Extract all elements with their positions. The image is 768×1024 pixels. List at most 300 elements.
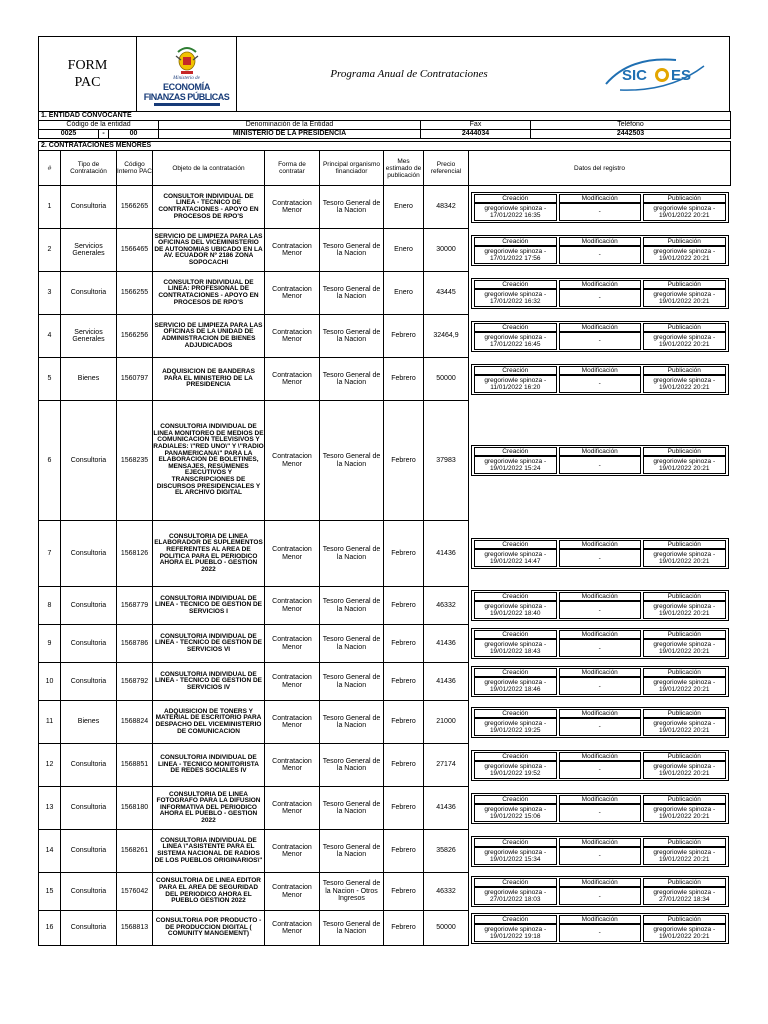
modificacion-value: - — [559, 677, 642, 695]
publicacion-value: gregoriowle spinoza - 19/01/2022 20:21 — [643, 456, 726, 474]
publicacion-value: gregoriowle spinoza - 19/01/2022 20:21 — [643, 761, 726, 779]
row-organismo: Tesoro General de la Nacion — [320, 625, 384, 663]
row-forma: Contratacion Menor — [265, 787, 320, 830]
creacion-label: Creación — [474, 709, 557, 718]
registro-box — [471, 538, 729, 569]
creacion-label: Creación — [474, 540, 557, 549]
row-precio: 46332 — [424, 587, 469, 625]
col-precio: Precio referencial — [424, 151, 469, 186]
row-registro — [469, 587, 731, 625]
publicacion-label: Publicación — [643, 592, 726, 601]
row-tipo: Consultoria — [61, 911, 117, 946]
row-objeto: SERVICIO DE LIMPIEZA PARA LAS OFICINAS DE LA UNIDAD DE ADMINISTRACION DE BIENES ADJUDICADOS — [153, 315, 265, 358]
row-forma: Contratacion Menor — [265, 358, 320, 401]
row-mes: Enero — [384, 229, 424, 272]
row-mes: Febrero — [384, 587, 424, 625]
creacion-value: gregoriowle spinoza - 19/01/2022 15:34 — [474, 847, 557, 865]
row-objeto: CONSULTORIA DE LINEA EDITOR PARA EL AREA DE SEGURIDAD DEL PERIODICO AHORA EL PUEBLO GESTION 2022 — [153, 873, 265, 911]
table-row — [39, 587, 731, 625]
entidad-table — [38, 111, 731, 139]
row-tipo: Servicios Generales — [61, 315, 117, 358]
row-organismo: Tesoro General de la Nacion — [320, 401, 384, 521]
row-num: 13 — [39, 787, 61, 830]
row-num: 7 — [39, 521, 61, 587]
row-precio: 41436 — [424, 625, 469, 663]
registro-box — [471, 793, 729, 824]
row-forma: Contratacion Menor — [265, 911, 320, 946]
modificacion-label: Modificación — [559, 838, 642, 847]
publicacion-value: gregoriowle spinoza - 19/01/2022 20:21 — [643, 639, 726, 657]
row-mes: Febrero — [384, 873, 424, 911]
creacion-label: Creación — [474, 237, 557, 246]
col-mes: Mes estimado de publicación — [384, 151, 424, 186]
row-forma: Contratacion Menor — [265, 744, 320, 787]
row-organismo: Tesoro General de la Nacion — [320, 787, 384, 830]
registro-table — [472, 838, 728, 865]
row-tipo: Servicios Generales — [61, 229, 117, 272]
row-codigo: 1568851 — [117, 744, 153, 787]
modificacion-value: - — [559, 847, 642, 865]
row-registro — [469, 272, 731, 315]
registro-box — [471, 876, 729, 907]
logo-bar — [154, 103, 220, 106]
row-codigo: 1568824 — [117, 701, 153, 744]
row-tipo: Consultoria — [61, 744, 117, 787]
row-tipo: Consultoria — [61, 272, 117, 315]
publicacion-label: Publicación — [643, 280, 726, 289]
creacion-label: Creación — [474, 447, 557, 456]
logo-ministry-caption: Ministerio de — [173, 76, 200, 81]
row-objeto: CONSULTORIA INDIVIDUAL DE LINEA \"ASISTENTE PARA EL SISTEMA NACIONAL DE RADIOS DE LOS PUEBLOS ORIGINARIOS\" — [153, 830, 265, 873]
row-mes: Febrero — [384, 315, 424, 358]
modificacion-label: Modificación — [559, 366, 642, 375]
row-forma: Contratacion Menor — [265, 272, 320, 315]
publicacion-label: Publicación — [643, 878, 726, 887]
row-organismo: Tesoro General de la Nacion — [320, 744, 384, 787]
entidad-sep: - — [99, 130, 109, 139]
row-codigo: 1560797 — [117, 358, 153, 401]
publicacion-value: gregoriowle spinoza - 19/01/2022 20:21 — [643, 203, 726, 221]
ministry-logo — [137, 37, 237, 111]
creacion-value: gregoriowle spinoza - 19/01/2022 14:47 — [474, 549, 557, 567]
sicoes-logo-graphic — [600, 54, 710, 94]
registro-table — [472, 366, 728, 393]
row-codigo: 1576042 — [117, 873, 153, 911]
table-row — [39, 358, 731, 401]
row-organismo: Tesoro General de la Nacion — [320, 663, 384, 701]
modificacion-label: Modificación — [559, 280, 642, 289]
row-codigo: 1566465 — [117, 229, 153, 272]
col-objeto: Objeto de la contratación — [153, 151, 265, 186]
registro-box — [471, 364, 729, 395]
row-registro — [469, 186, 731, 229]
row-num: 10 — [39, 663, 61, 701]
contrataciones-rows — [39, 186, 731, 946]
publicacion-label: Publicación — [643, 194, 726, 203]
col-organismo: Principal organismo financiador — [320, 151, 384, 186]
registro-box — [471, 321, 729, 352]
row-precio: 41436 — [424, 787, 469, 830]
row-precio: 21000 — [424, 701, 469, 744]
row-num: 2 — [39, 229, 61, 272]
table-row — [39, 229, 731, 272]
publicacion-label: Publicación — [643, 795, 726, 804]
col-datos: Datos del registro — [469, 151, 731, 186]
contrataciones-section-title: 2. CONTRATACIONES MENORES — [39, 142, 731, 151]
row-precio: 48342 — [424, 186, 469, 229]
creacion-label: Creación — [474, 630, 557, 639]
publicacion-value: gregoriowle spinoza - 19/01/2022 20:21 — [643, 246, 726, 264]
row-codigo: 1568786 — [117, 625, 153, 663]
modificacion-value: - — [559, 639, 642, 657]
entidad-sub: 00 — [109, 130, 159, 139]
row-codigo: 1568261 — [117, 830, 153, 873]
row-objeto: CONSULTORIA DE LINEA FOTOGRAFO PARA LA DIFUSION INFORMATIVA DEL PERIODICO AHORA EL PUEBLO - GESTION 2022 — [153, 787, 265, 830]
publicacion-value: gregoriowle spinoza - 19/01/2022 20:21 — [643, 601, 726, 619]
row-codigo: 1568792 — [117, 663, 153, 701]
row-num: 12 — [39, 744, 61, 787]
creacion-label: Creación — [474, 838, 557, 847]
publicacion-label: Publicación — [643, 668, 726, 677]
row-num: 4 — [39, 315, 61, 358]
row-mes: Febrero — [384, 521, 424, 587]
registro-table — [472, 280, 728, 307]
registro-table — [472, 630, 728, 657]
col-num: # — [39, 151, 61, 186]
registro-table — [472, 194, 728, 221]
modificacion-label: Modificación — [559, 878, 642, 887]
entidad-telefono: 2442503 — [531, 130, 731, 139]
row-mes: Febrero — [384, 401, 424, 521]
row-registro — [469, 744, 731, 787]
publicacion-value: gregoriowle spinoza - 19/01/2022 20:21 — [643, 924, 726, 942]
modificacion-value: - — [559, 887, 642, 905]
logo-finanzas: FINANZAS PÚBLICAS — [143, 92, 230, 102]
registro-box — [471, 628, 729, 659]
creacion-value: gregoriowle spinoza - 19/01/2022 18:46 — [474, 677, 557, 695]
modificacion-value: - — [559, 804, 642, 822]
col-tipo: Tipo de Contratación — [61, 151, 117, 186]
registro-box — [471, 836, 729, 867]
row-tipo: Consultoria — [61, 587, 117, 625]
table-row — [39, 911, 731, 946]
creacion-label: Creación — [474, 795, 557, 804]
modificacion-label: Modificación — [559, 194, 642, 203]
publicacion-label: Publicación — [643, 915, 726, 924]
table-row — [39, 521, 731, 587]
publicacion-label: Publicación — [643, 709, 726, 718]
row-mes: Febrero — [384, 701, 424, 744]
form-type-label: PAC — [74, 75, 101, 90]
creacion-value: gregoriowle spinoza - 19/01/2022 19:18 — [474, 924, 557, 942]
row-precio: 27174 — [424, 744, 469, 787]
modificacion-label: Modificación — [559, 323, 642, 332]
row-tipo: Consultoria — [61, 401, 117, 521]
publicacion-value: gregoriowle spinoza - 19/01/2022 20:21 — [643, 375, 726, 393]
row-forma: Contratacion Menor — [265, 701, 320, 744]
row-objeto: CONSULTOR INDIVIDUAL DE LINEA - TECNICO DE CONTRATACIONES - APOYO EN PROCESOS DE RPO'S — [153, 186, 265, 229]
row-forma: Contratacion Menor — [265, 587, 320, 625]
pac-form-page — [38, 36, 730, 946]
publicacion-label: Publicación — [643, 447, 726, 456]
codigo-header: Código de la entidad — [39, 121, 159, 130]
row-codigo: 1568779 — [117, 587, 153, 625]
table-row — [39, 186, 731, 229]
row-precio: 41436 — [424, 663, 469, 701]
row-codigo: 1568813 — [117, 911, 153, 946]
entidad-fax: 2444034 — [421, 130, 531, 139]
row-num: 6 — [39, 401, 61, 521]
row-organismo: Tesoro General de la Nacion - Otros Ingresos — [320, 873, 384, 911]
row-tipo: Consultoria — [61, 521, 117, 587]
row-objeto: CONSULTORIA INDIVIDUAL DE LINEA MONITOREO DE MEDIOS DE COMUNICACION TELEVISIVOS Y RADIALES: \"RED UNO\" Y \"RADIO PANAMERICANA\" PARA LA ELABORACION DE BOLETINES, MENSAJES, RESÚMENES EJECUTIVOS Y TRANSCRIPCIONES DE DISCURSOS PRESIDENCIALES Y EL ARCHIVO DIGITAL — [153, 401, 265, 521]
modificacion-label: Modificación — [559, 709, 642, 718]
row-precio: 37983 — [424, 401, 469, 521]
registro-table — [472, 323, 728, 350]
creacion-value: gregoriowle spinoza - 27/01/2022 18:03 — [474, 887, 557, 905]
row-tipo: Consultoria — [61, 186, 117, 229]
row-organismo: Tesoro General de la Nacion — [320, 229, 384, 272]
row-forma: Contratacion Menor — [265, 830, 320, 873]
creacion-value: gregoriowle spinoza - 11/01/2022 16:20 — [474, 375, 557, 393]
sicoes-logo — [581, 37, 729, 111]
registro-box — [471, 666, 729, 697]
modificacion-label: Modificación — [559, 447, 642, 456]
creacion-label: Creación — [474, 323, 557, 332]
row-registro — [469, 625, 731, 663]
row-precio: 46332 — [424, 873, 469, 911]
row-registro — [469, 229, 731, 272]
table-row — [39, 625, 731, 663]
row-organismo: Tesoro General de la Nacion — [320, 521, 384, 587]
row-forma: Contratacion Menor — [265, 229, 320, 272]
row-tipo: Consultoria — [61, 663, 117, 701]
row-organismo: Tesoro General de la Nacion — [320, 830, 384, 873]
modificacion-label: Modificación — [559, 592, 642, 601]
registro-table — [472, 795, 728, 822]
row-mes: Febrero — [384, 911, 424, 946]
modificacion-value: - — [559, 718, 642, 736]
row-objeto: ADQUISICION DE TONERS Y MATERIAL DE ESCRITORIO PARA DESPACHO DEL VICEMINISTERIO DE COMUNICACION — [153, 701, 265, 744]
registro-box — [471, 707, 729, 738]
modificacion-value: - — [559, 456, 642, 474]
registro-table — [472, 878, 728, 905]
row-mes: Febrero — [384, 358, 424, 401]
table-row — [39, 787, 731, 830]
entidad-codigo: 0025 — [39, 130, 99, 139]
row-precio: 30000 — [424, 229, 469, 272]
row-registro — [469, 315, 731, 358]
creacion-value: gregoriowle spinoza - 17/01/2022 17:56 — [474, 246, 557, 264]
row-organismo: Tesoro General de la Nacion — [320, 315, 384, 358]
publicacion-label: Publicación — [643, 630, 726, 639]
publicacion-value: gregoriowle spinoza - 19/01/2022 20:21 — [643, 718, 726, 736]
row-mes: Febrero — [384, 744, 424, 787]
publicacion-value: gregoriowle spinoza - 27/01/2022 18:34 — [643, 887, 726, 905]
publicacion-value: gregoriowle spinoza - 19/01/2022 20:21 — [643, 289, 726, 307]
row-mes: Febrero — [384, 787, 424, 830]
row-num: 3 — [39, 272, 61, 315]
row-tipo: Bienes — [61, 701, 117, 744]
publicacion-value: gregoriowle spinoza - 19/01/2022 20:21 — [643, 549, 726, 567]
registro-table — [472, 668, 728, 695]
modificacion-value: - — [559, 601, 642, 619]
table-row — [39, 401, 731, 521]
table-row — [39, 830, 731, 873]
publicacion-label: Publicación — [643, 752, 726, 761]
form-label: FORM — [67, 58, 108, 73]
registro-box — [471, 445, 729, 476]
coat-of-arms-icon — [174, 46, 200, 76]
registro-table — [472, 915, 728, 942]
row-forma: Contratacion Menor — [265, 521, 320, 587]
row-precio: 32464,9 — [424, 315, 469, 358]
registro-table — [472, 752, 728, 779]
row-organismo: Tesoro General de la Nacion — [320, 358, 384, 401]
row-objeto: CONSULTORIA INDIVIDUAL DE LINEA - TECNICO DE GESTION DE SERVICIOS IV — [153, 663, 265, 701]
publicacion-label: Publicación — [643, 540, 726, 549]
creacion-value: gregoriowle spinoza - 17/01/2022 16:32 — [474, 289, 557, 307]
row-organismo: Tesoro General de la Nacion — [320, 186, 384, 229]
creacion-label: Creación — [474, 194, 557, 203]
row-precio: 50000 — [424, 358, 469, 401]
row-registro — [469, 787, 731, 830]
table-row — [39, 315, 731, 358]
modificacion-label: Modificación — [559, 540, 642, 549]
row-organismo: Tesoro General de la Nacion — [320, 272, 384, 315]
row-num: 15 — [39, 873, 61, 911]
modificacion-label: Modificación — [559, 752, 642, 761]
modificacion-label: Modificación — [559, 630, 642, 639]
row-forma: Contratacion Menor — [265, 625, 320, 663]
row-forma: Contratacion Menor — [265, 315, 320, 358]
table-row — [39, 744, 731, 787]
row-registro — [469, 521, 731, 587]
registro-box — [471, 278, 729, 309]
row-codigo: 1568235 — [117, 401, 153, 521]
modificacion-value: - — [559, 924, 642, 942]
creacion-value: gregoriowle spinoza - 19/01/2022 18:40 — [474, 601, 557, 619]
modificacion-value: - — [559, 332, 642, 350]
creacion-label: Creación — [474, 668, 557, 677]
row-num: 16 — [39, 911, 61, 946]
row-codigo: 1566265 — [117, 186, 153, 229]
publicacion-value: gregoriowle spinoza - 19/01/2022 20:21 — [643, 332, 726, 350]
registro-table — [472, 592, 728, 619]
col-forma: Forma de contratar — [265, 151, 320, 186]
modificacion-value: - — [559, 761, 642, 779]
creacion-value: gregoriowle spinoza - 19/01/2022 18:43 — [474, 639, 557, 657]
row-organismo: Tesoro General de la Nacion — [320, 701, 384, 744]
modificacion-label: Modificación — [559, 795, 642, 804]
row-forma: Contratacion Menor — [265, 186, 320, 229]
row-tipo: Consultoria — [61, 830, 117, 873]
row-organismo: Tesoro General de la Nacion — [320, 587, 384, 625]
fax-header: Fax — [421, 121, 531, 130]
creacion-label: Creación — [474, 878, 557, 887]
row-codigo: 1568180 — [117, 787, 153, 830]
row-registro — [469, 830, 731, 873]
form-header — [38, 36, 730, 111]
creacion-label: Creación — [474, 280, 557, 289]
modificacion-value: - — [559, 203, 642, 221]
creacion-label: Creación — [474, 915, 557, 924]
creacion-label: Creación — [474, 366, 557, 375]
creacion-value: gregoriowle spinoza - 17/01/2022 16:45 — [474, 332, 557, 350]
modificacion-value: - — [559, 289, 642, 307]
row-objeto: CONSULTORIA INDIVIDUAL DE LINEA - TECNICO MONITORISTA DE REDES SOCIALES IV — [153, 744, 265, 787]
publicacion-value: gregoriowle spinoza - 19/01/2022 20:21 — [643, 804, 726, 822]
modificacion-label: Modificación — [559, 915, 642, 924]
creacion-value: gregoriowle spinoza - 17/01/2022 16:35 — [474, 203, 557, 221]
row-tipo: Consultoria — [61, 873, 117, 911]
modificacion-label: Modificación — [559, 668, 642, 677]
table-row — [39, 873, 731, 911]
registro-table — [472, 237, 728, 264]
table-row — [39, 701, 731, 744]
row-forma: Contratacion Menor — [265, 873, 320, 911]
row-forma: Contratacion Menor — [265, 401, 320, 521]
registro-box — [471, 750, 729, 781]
row-tipo: Bienes — [61, 358, 117, 401]
publicacion-label: Publicación — [643, 237, 726, 246]
modificacion-value: - — [559, 246, 642, 264]
row-forma: Contratacion Menor — [265, 663, 320, 701]
row-mes: Febrero — [384, 625, 424, 663]
publicacion-label: Publicación — [643, 838, 726, 847]
row-precio: 35826 — [424, 830, 469, 873]
registro-table — [472, 540, 728, 567]
row-registro — [469, 401, 731, 521]
row-precio: 43445 — [424, 272, 469, 315]
table-row — [39, 663, 731, 701]
registro-box — [471, 913, 729, 944]
creacion-value: gregoriowle spinoza - 19/01/2022 15:24 — [474, 456, 557, 474]
row-num: 14 — [39, 830, 61, 873]
registro-table — [472, 709, 728, 736]
row-objeto: SERVICIO DE LIMPIEZA PARA LAS OFICINAS DEL VICEMINISTERIO DE AUTONOMIAS UBICADO EN LA AV. ECUADOR Nº 2186 ZONA SOPOCACHI — [153, 229, 265, 272]
publicacion-value: gregoriowle spinoza - 19/01/2022 20:21 — [643, 677, 726, 695]
row-registro — [469, 701, 731, 744]
registro-box — [471, 235, 729, 266]
publicacion-label: Publicación — [643, 366, 726, 375]
row-tipo: Consultoria — [61, 787, 117, 830]
modificacion-value: - — [559, 549, 642, 567]
creacion-value: gregoriowle spinoza - 19/01/2022 15:06 — [474, 804, 557, 822]
creacion-label: Creación — [474, 592, 557, 601]
row-registro — [469, 663, 731, 701]
row-precio: 41436 — [424, 521, 469, 587]
col-codigo: Código Interno PAC — [117, 151, 153, 186]
document-title: Programa Anual de Contrataciones — [330, 68, 488, 80]
row-codigo: 1566256 — [117, 315, 153, 358]
creacion-value: gregoriowle spinoza - 19/01/2022 19:25 — [474, 718, 557, 736]
denominacion-header: Denominación de la Entidad — [159, 121, 421, 130]
creacion-value: gregoriowle spinoza - 19/01/2022 19:52 — [474, 761, 557, 779]
row-registro — [469, 911, 731, 946]
row-objeto: ADQUISICION DE BANDERAS PARA EL MINISTERIO DE LA PRESIDENCIA — [153, 358, 265, 401]
publicacion-label: Publicación — [643, 323, 726, 332]
registro-table — [472, 447, 728, 474]
form-code-box — [39, 37, 137, 111]
registro-box — [471, 192, 729, 223]
creacion-label: Creación — [474, 752, 557, 761]
row-codigo: 1566255 — [117, 272, 153, 315]
telefono-header: Teléfono — [531, 121, 731, 130]
row-objeto: CONSULTORIA INDIVIDUAL DE LINEA - TECNICO DE GESTION DE SERVICIOS I — [153, 587, 265, 625]
row-objeto: CONSULTORIA DE LINEA ELABORADOR DE SUPLEMENTOS REFERENTES AL AREA DE POLITICA PARA EL PERIODICO AHORA EL PUEBLO - GESTION 2022 — [153, 521, 265, 587]
modificacion-value: - — [559, 375, 642, 393]
